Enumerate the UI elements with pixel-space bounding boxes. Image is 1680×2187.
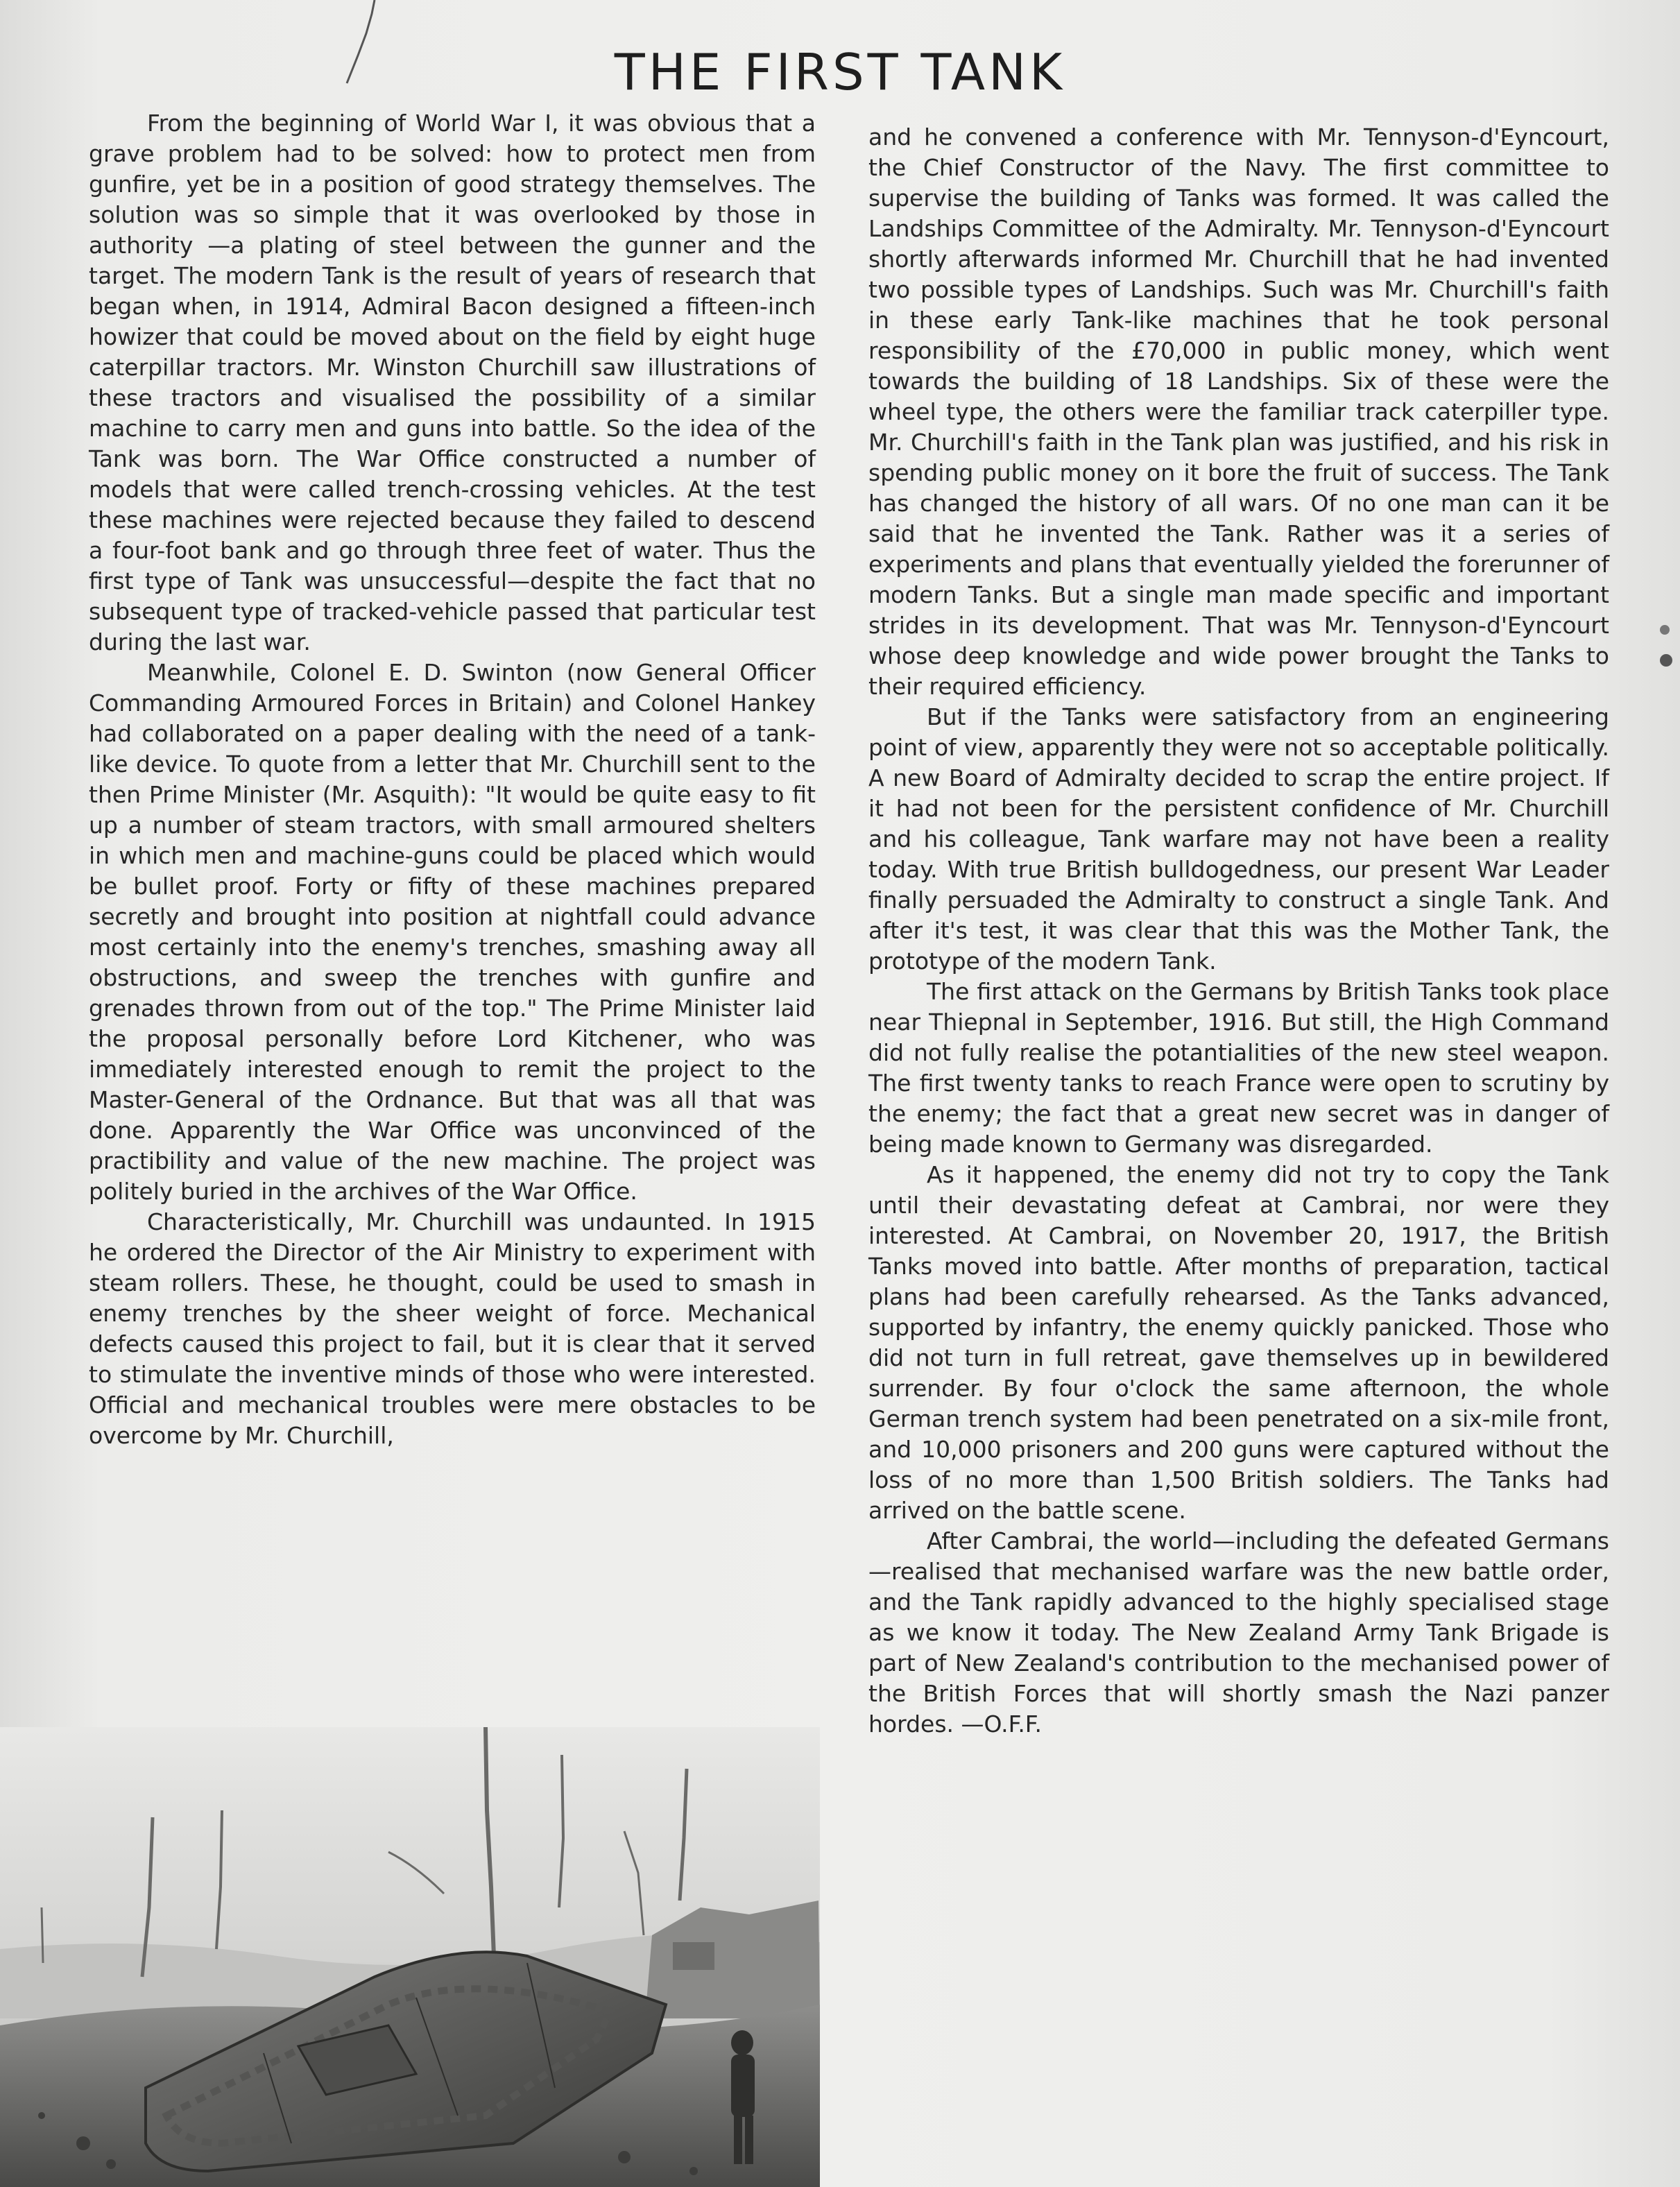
paragraph: and he convened a conference with Mr. Tennyson-d'Eyncourt, the Chief Constructor of the Navy. The first committee to supervise the building of Tanks was formed. It was called the Landships Committee of the Admiralty. Mr. Tennyson-d'Eyncourt shortly afterwards informed Mr. Churchill that he had invented two possible types of Landships. Such was Mr. Churchill's faith in these early Tank-like machines that he took personal responsibility of the £70,000 in public money, which went towards the building of 18 Landships. Six of these were the wheel type, the others were the familiar track caterpiller type. Mr. Churchill's faith in the Tank plan was justified, and his risk in spending public money on it bore the fruit of success. The Tank has changed the history of all wars. Of no one man can it be said that he invented the Tank. Rather was it a series of experiments and plans that eventually yielded the forerunner of modern Tanks. But a single man made specific and important strides in its development. That was Mr. Tennyson-d'Eyncourt whose deep knowledge and wide power brought the Tanks to their required efficiency.: [868, 123, 1609, 700]
left-column: [89, 108, 816, 1451]
right-column: [868, 122, 1609, 1740]
paragraph: From the beginning of World War I, it was obvious that a grave problem had to be solved: how to protect men from gunfire, yet be in a position of good strategy themselves. The solution was so simple that it was overlooked by those in authority —a plating of steel between the gunner and the target. The modern Tank is the result of years of research that began when, in 1914, Admiral Bacon designed a fifteen-inch howizer that could be moved about on the field by eight huge caterpillar tractors. Mr. Winston Churchill saw illustrations of these tractors and visualised the possibility of a similar machine to carry men and guns into battle. So the idea of the Tank was born. The War Office constructed a number of models that were called trench-crossing vehicles. At the test these machines were rejected because they failed to descend a four-foot bank and go through three feet of water. Thus the first type of Tank was unsuccessful—despite the fact that no subsequent type of tracked-vehicle passed that particular test during the last war.: [89, 110, 816, 655]
paragraph: The first attack on the Germans by British Tanks took place near Thiepnal in September, 1916. But still, the High Command did not fully realise the potantialities of the new steel weapon. The first twenty tanks to reach France were open to scrutiny by the enemy; the fact that a great new secret was in danger of being made known to Germany was disregarded.: [868, 978, 1609, 1158]
article-title: THE FIRST TANK: [614, 43, 1066, 101]
paragraph: Meanwhile, Colonel E. D. Swinton (now General Officer Commanding Armoured Forces in Britain) and Colonel Hankey had collaborated on a paper dealing with the need of a tank-like device. To quote from a letter that Mr. Churchill sent to the then Prime Minister (Mr. Asquith): "It would be quite easy to fit up a number of steam tractors, with small armoured shelters in which men and machine-guns could be placed which would be bullet proof. Forty or fifty of these machines prepared secretly and brought into position at nightfall could advance most certainly into the enemy's trenches, smashing away all obstructions, and sweep the trenches with gunfire and grenades thrown from out of the top." The Prime Minister laid the proposal personally before Lord Kitchener, who was immediately interested enough to remit the project to the Master-General of the Ordnance. But that was all that was done. Apparently the War Office was unconvinced of the practibility and value of the new machine. The project was politely buried in the archives of the War Office.: [89, 659, 816, 1205]
paragraph: After Cambrai, the world—including the defeated Germans—realised that mechanised warfare was the new battle order, and the Tank rapidly advanced to the highly specialised stage as we know it today. The New Zealand Army Tank Brigade is part of New Zealand's contribution to the mechanised power of the British Forces that will shortly smash the Nazi panzer hordes. —O.F.F.: [868, 1527, 1609, 1738]
paragraph: But if the Tanks were satisfactory from an engineering point of view, apparently they were not so acceptable politically. A new Board of Admiralty decided to scrap the entire project. If it had not been for the persistent confidence of Mr. Churchill and his colleague, Tank warfare may not have been a reality today. With true British bulldogedness, our present War Leader finally persuaded the Admiralty to construct a single Tank. And after it's test, it was clear that this was the Mother Tank, the prototype of the modern Tank.: [868, 703, 1609, 975]
tank-photograph: [0, 1727, 820, 2187]
paragraph: Characteristically, Mr. Churchill was undaunted. In 1915 he ordered the Director of the Air Ministry to experiment with steam rollers. These, he thought, could be used to smash in enemy trenches by the sheer weight of force. Mechanical defects caused this project to fail, but it is clear that it served to stimulate the inventive minds of those who were interested. Official and mechanical troubles were mere obstacles to be overcome by Mr. Churchill,: [89, 1208, 816, 1449]
punch-hole-mark: [1651, 617, 1679, 673]
paragraph: As it happened, the enemy did not try to copy the Tank until their devastating defeat at Cambrai, nor were they interested. At Cambrai, on November 20, 1917, the British Tanks moved into battle. After months of preparation, tactical plans had been carefully rehearsed. As the Tanks advanced, supported by infantry, the enemy quickly panicked. Those who did not turn in full retreat, gave themselves up in bewildered surrender. By four o'clock the same afternoon, the whole German trench system had been penetrated on a six-mile front, and 10,000 prisoners and 200 guns were captured without the loss of no more than 1,500 British soldiers. The Tanks had arrived on the battle scene.: [868, 1161, 1609, 1524]
